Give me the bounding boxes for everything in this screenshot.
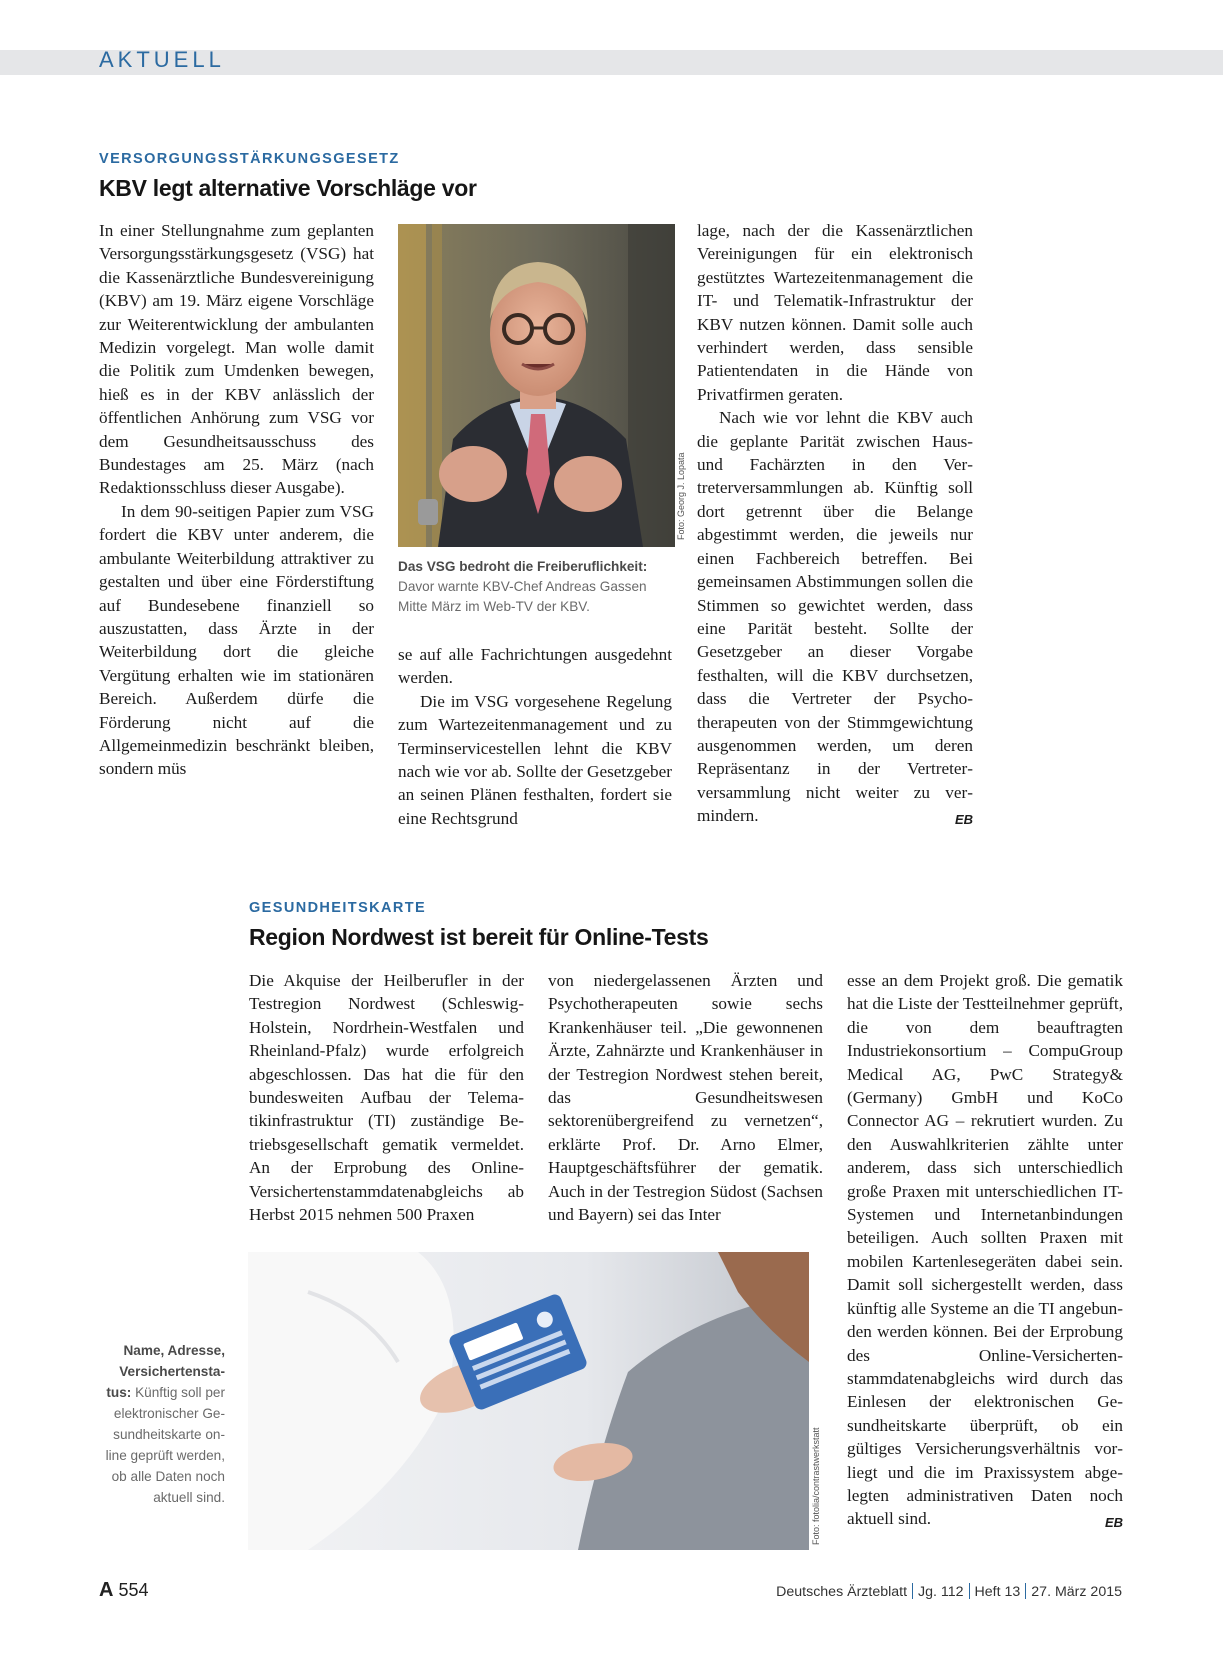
portrait-photo bbox=[398, 224, 675, 547]
page-number-value: 554 bbox=[118, 1580, 149, 1600]
article1-column-3 bbox=[697, 219, 973, 832]
article1-column-2 bbox=[398, 643, 672, 830]
footer-separator bbox=[969, 1583, 970, 1599]
portrait-photo-credit: Foto: Georg J. Lopata bbox=[676, 452, 686, 540]
footer-date: 27. März 2015 bbox=[1031, 1584, 1122, 1600]
article2-col1-text: Die Akquise der Heilberufler in der Testregion Nordwest (Schleswig-Holstein, Nordrhein-Westfalen und Rheinland-Pfalz) wurde erfolgreich abgeschlossen. Das hat die für den bundesweiten Aufbau der Telematikinfrastruktur (TI) zuständige Betriebsgesellschaft gematik vermeldet. An der Erprobung des Online-Versichertenstammdatenabgleichs ab Herbst 2015 nehmen 500 Praxen bbox=[249, 971, 524, 1225]
footer-separator bbox=[1025, 1583, 1026, 1599]
article2-column-1 bbox=[249, 969, 524, 1226]
footer-issue: Heft 13 bbox=[974, 1584, 1021, 1600]
article2-column-3 bbox=[847, 969, 1123, 1535]
health-card-caption-bold: Name, Adresse, Versichertenstatus: bbox=[106, 1343, 225, 1400]
footer-separator bbox=[912, 1583, 913, 1599]
article2-kicker: GESUNDHEITSKARTE bbox=[249, 900, 427, 916]
article2-signature: EB bbox=[1104, 1515, 1123, 1531]
portrait-caption-text: Davor warnte KBV-Chef Andreas Gassen Mitte März im Web-TV der KBV. bbox=[398, 579, 647, 614]
article2-col3-paragraph bbox=[847, 969, 1123, 1531]
article1-col1-paragraph-1: In einer Stellungnahme zum geplanten Versorgungsstärkungsgesetz (VSG) hat die Kassenärztliche Bundesvereinigung (KBV) am 19. März eigene Vorschläge zur Weiterentwicklung der ambulanten Medizin vorgelegt. Man wolle damit die Politik zum Umdenken bewegen, hieß es in der KBV anlässlich der öffentlichen Anhörung zum VSG vor dem Gesundheitsausschuss des Bundestages am 25. März (nach Redaktionsschluss dieser Ausgabe). bbox=[99, 221, 374, 498]
article1-kicker: VERSORGUNGSSTÄRKUNGSGESETZ bbox=[99, 151, 400, 167]
article1-signature: EB bbox=[954, 812, 973, 828]
footer-journal: Deutsches Ärzteblatt bbox=[776, 1584, 908, 1600]
article1-title: KBV legt alternative Vorschläge vor bbox=[99, 175, 477, 201]
portrait-illustration bbox=[398, 224, 675, 547]
health-card-illustration bbox=[248, 1252, 809, 1550]
article2-title: Region Nordwest ist bereit für Online-Tests bbox=[249, 924, 709, 950]
page-prefix: A bbox=[99, 1579, 114, 1601]
article1-col2-paragraph-1: se auf alle Fachrichtungen ausgedehnt werden. bbox=[398, 645, 672, 688]
article1-col3-paragraph-2-text: Nach wie vor lehnt die KBV auch die geplante Parität zwischen Haus- und Fachärzten in den Vertreterversammlungen ab. Künftig soll dort getrennt über die Belange abgestimmt werden, die jeweils nur einen Fachbereich betreffen. Bei gemeinsamen Abstimmungen sollen die Stimmen so gewichtet werden, dass eine Parität besteht. Sollte der Gesetzgeber an dieser Vorgabe festhalten, will die KBV durchsetzen, dass die Vertreter der Psychotherapeuten von der Stimmgewichtung ausgenommen werden, um deren Repräsentanz in der Vertreterversammlung nicht weiter zu vermindern. bbox=[697, 408, 973, 826]
article1-col3-paragraph-2 bbox=[697, 406, 973, 827]
article1-col2-paragraph-2: Die im VSG vorgesehene Regelung zum Wartezeitenmanagement und zu Terminservicestellen lehnt die KBV nach wie vor ab. Sollte der Gesetzgeber an seinen Plänen festhalten, fordert sie eine Rechtsgrund bbox=[398, 691, 672, 828]
health-card-caption bbox=[105, 1340, 225, 1508]
article2-column-2 bbox=[548, 969, 823, 1226]
portrait-caption bbox=[398, 557, 668, 617]
portrait-caption-bold: Das VSG bedroht die Freiberuflichkeit: bbox=[398, 559, 648, 574]
health-card-photo bbox=[248, 1252, 809, 1550]
footer-publication-info bbox=[776, 1583, 1122, 1600]
article2-col3-text: esse an dem Projekt groß. Die gematik hat die Liste der Testteilnehmer geprüft, die von dem beauftragten Industriekonsortium – CompuGroup Medical AG, PwC Strategy& (Germany) GmbH und KoCo Connector AG – rekrutiert wurden. Zu den Auswahlkriterien zählte unter anderem, dass sich unterschiedlich große Praxen mit unterschiedlichen IT-Systemen und Internetanbindungen beteiligen. Auch sollten Praxen mit mobilen Kartenlesegeräten dabei sein. Damit soll sichergestellt werden, dass künftig alle Systeme an die TI angebunden werden können. Bei der Erprobung des Online-Versichertenstammdatenabgleichs wird durch das Einlesen der elektronischen Gesundheitskarte überprüft, ob ein gültiges Versicherungsverhältnis vorliegt und die im Praxissystem abgelegten administrativen Daten noch aktuell sind. bbox=[847, 971, 1123, 1529]
health-card-photo-credit: Foto: fotolia/contrastwerkstatt bbox=[811, 1427, 821, 1545]
section-label: AKTUELL bbox=[99, 47, 225, 72]
article2-col2-text: von niedergelassenen Ärzten und Psychotherapeuten sowie sechs Krankenhäuser teil. „Die gewonnenen Ärzte, Zahnärzte und Krankenhäuser in der Testregion Nordwest stehen bereit, das Gesundheitswesen sektorenübergreifend zu vernetzen“, erklärte Prof. Dr. Arno Elmer, Hauptgeschäftsführer der gematik. Auch in der Testregion Südost (Sachsen und Bayern) sei das Inter bbox=[548, 971, 823, 1225]
article1-col1-paragraph-2: In dem 90-seitigen Papier zum VSG fordert die KBV unter anderem, die ambulante Weiterbildung attraktiver zu gestalten und über eine Förderstiftung auf Bundesebene finanziell so auszustatten, dass Ärzte in der Weiterbildung dort die gleiche Vergütung erhalten wie im stationären Bereich. Außerdem dürfe die Förderung nicht auf die Allgemeinmedizin beschränkt bleiben, sondern müs bbox=[99, 501, 374, 779]
health-card-caption-text: Künftig soll per elektronischer Gesundheitskarte online geprüft werden, ob alle Daten noch aktuell sind. bbox=[105, 1385, 225, 1505]
article1-col3-paragraph-1: lage, nach der die Kassenärztlichen Vereinigungen für ein elektronisch gestütztes Wartezeitenmanagement die IT- und Telematik-Infrastruktur der KBV nutzen können. Damit solle auch verhindert werden, dass sensible Patientendaten in die Hände von Privatfirmen geraten. bbox=[697, 221, 973, 404]
footer-volume: Jg. 112 bbox=[918, 1584, 964, 1600]
article1-column-1 bbox=[99, 219, 374, 781]
page-number bbox=[99, 1579, 149, 1602]
